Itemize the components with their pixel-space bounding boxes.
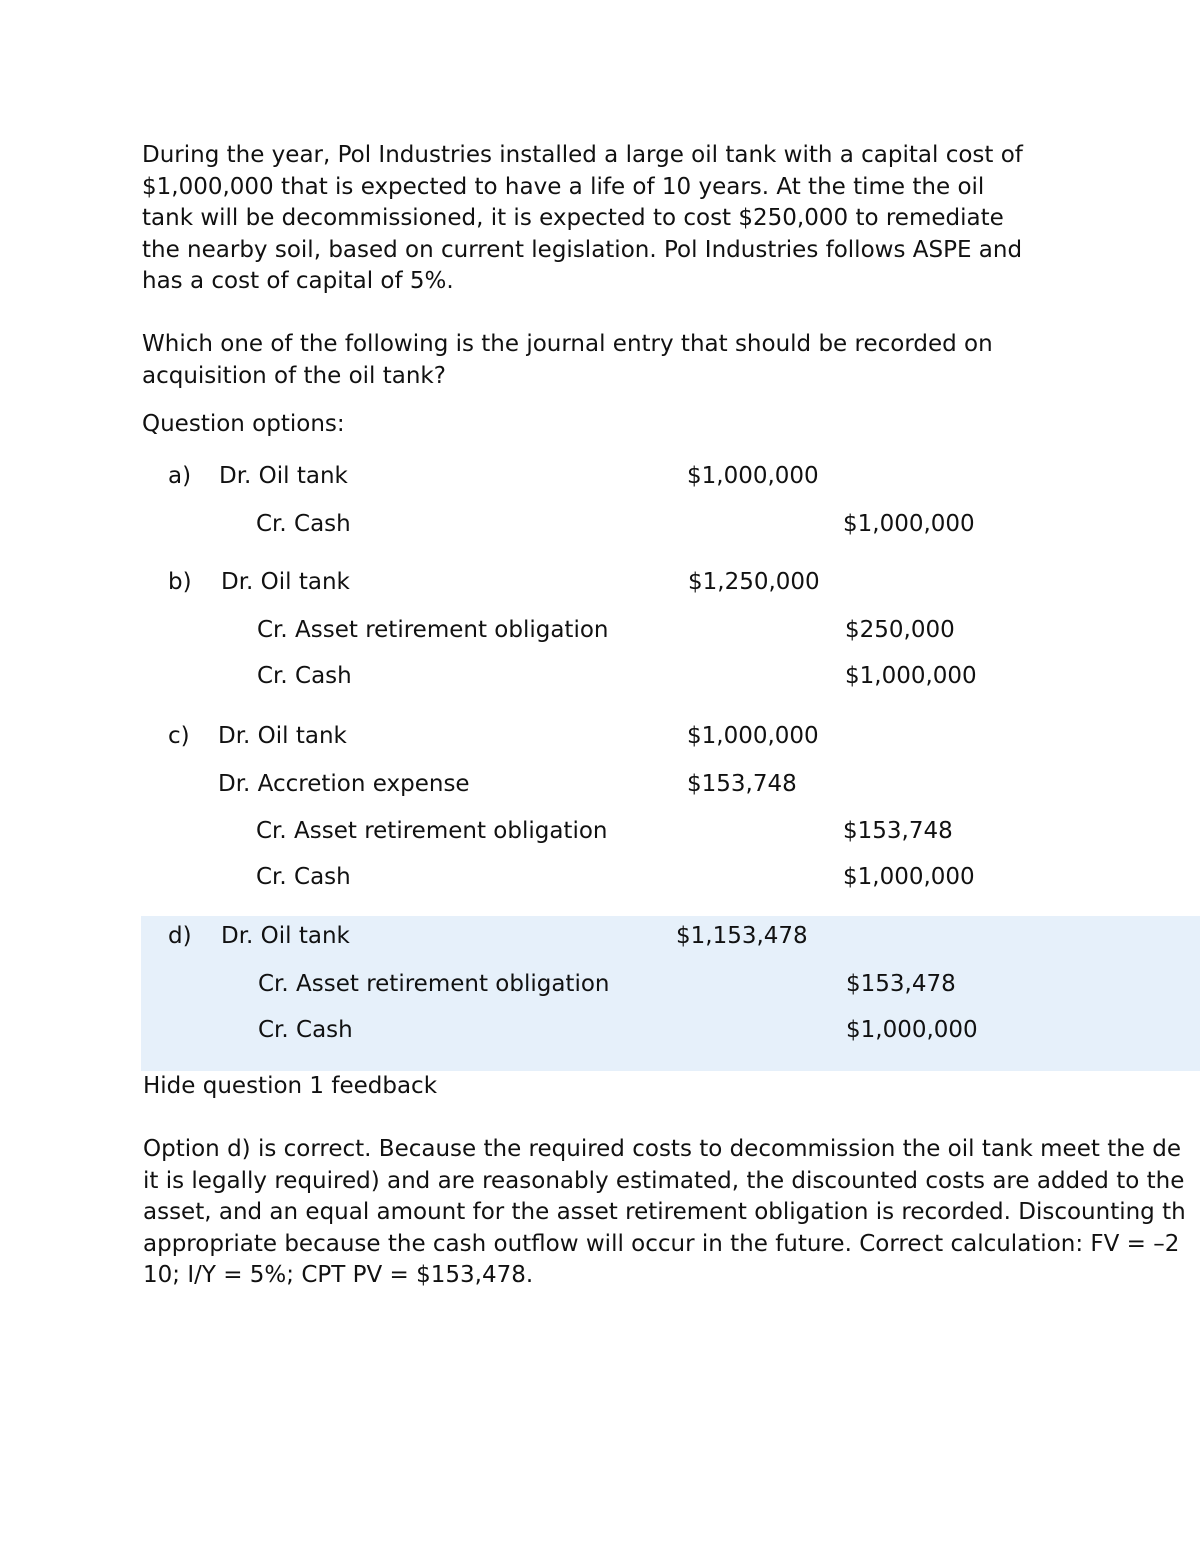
entry-debit: $1,250,000 xyxy=(688,569,820,595)
entry-debit: $1,000,000 xyxy=(687,463,819,489)
feedback-line: appropriate because the cash outflow will occur in the future. Correct calculation: FV = –2 xyxy=(143,1230,1180,1257)
entry-account: Dr. Oil tank xyxy=(218,723,347,749)
entry-credit: $1,000,000 xyxy=(845,663,977,689)
option-letter: b) xyxy=(168,569,192,595)
entry-debit: $1,000,000 xyxy=(687,723,819,749)
entry-account: Dr. Oil tank xyxy=(221,569,350,595)
entry-account: Cr. Asset retirement obligation xyxy=(258,971,610,997)
entry-account: Cr. Cash xyxy=(258,1017,353,1043)
entry-account: Dr. Oil tank xyxy=(221,923,350,949)
feedback-line: 10; I/Y = 5%; CPT PV = $153,478. xyxy=(143,1262,534,1288)
feedback-text xyxy=(143,1134,1200,1292)
question-stem-line: tank will be decommissioned, it is expected to cost $250,000 to remediate xyxy=(142,205,1004,231)
feedback-line: it is legally required) and are reasonably estimated, the discounted costs are added to the xyxy=(143,1167,1185,1194)
entry-account: Dr. Accretion expense xyxy=(218,771,470,797)
entry-credit: $1,000,000 xyxy=(843,864,975,890)
hide-feedback-link[interactable]: Hide question 1 feedback xyxy=(143,1073,438,1099)
option-letter: a) xyxy=(168,463,192,489)
entry-credit: $153,748 xyxy=(843,818,953,844)
entry-account: Cr. Asset retirement obligation xyxy=(257,617,609,643)
question-stem-line: $1,000,000 that is expected to have a life of 10 years. At the time the oil xyxy=(142,173,985,200)
entry-account: Cr. Cash xyxy=(256,864,351,890)
options-heading: Question options: xyxy=(142,411,345,437)
feedback-line: Option d) is correct. Because the required costs to decommission the oil tank meet the de xyxy=(143,1136,1181,1162)
entry-account: Cr. Cash xyxy=(256,511,351,537)
feedback-line: asset, and an equal amount for the asset retirement obligation is recorded. Discounting th xyxy=(143,1199,1186,1225)
entry-account: Cr. Asset retirement obligation xyxy=(256,818,608,844)
entry-account: Dr. Oil tank xyxy=(219,463,348,489)
question-stem-line: During the year, Pol Industries installed a large oil tank with a capital cost of xyxy=(142,142,1023,168)
entry-credit: $153,478 xyxy=(846,971,956,997)
entry-debit: $1,153,478 xyxy=(676,923,808,949)
entry-account: Cr. Cash xyxy=(257,663,352,689)
option-letter: d) xyxy=(168,923,192,949)
entry-credit: $1,000,000 xyxy=(843,511,975,537)
entry-debit: $153,748 xyxy=(687,771,797,797)
question-stem xyxy=(142,140,1062,298)
question-prompt xyxy=(142,329,1062,392)
question-stem-line: has a cost of capital of 5%. xyxy=(142,268,454,294)
question-prompt-line: Which one of the following is the journal entry that should be recorded on xyxy=(142,331,993,357)
question-stem-line: the nearby soil, based on current legislation. Pol Industries follows ASPE and xyxy=(142,236,1023,263)
entry-credit: $1,000,000 xyxy=(846,1017,978,1043)
entry-credit: $250,000 xyxy=(845,617,955,643)
question-prompt-line: acquisition of the oil tank? xyxy=(142,362,446,389)
option-letter: c) xyxy=(168,723,190,749)
